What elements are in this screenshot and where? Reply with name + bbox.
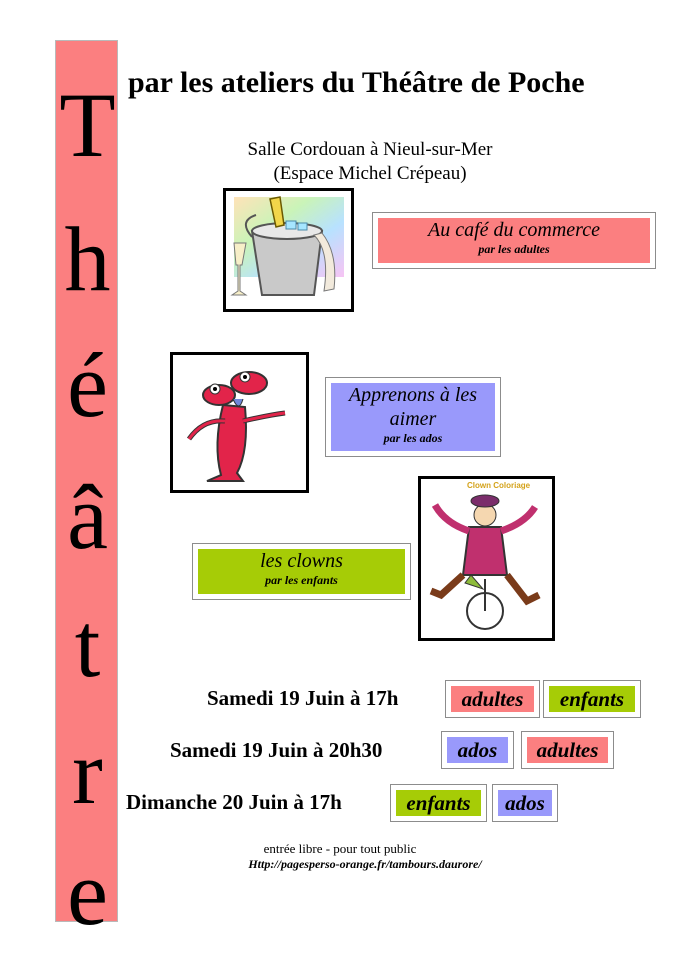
play-title-line2: aimer bbox=[389, 408, 437, 430]
vertical-title-banner bbox=[55, 40, 118, 944]
banner-letter: h bbox=[64, 208, 111, 310]
play-title: Au café du commerce bbox=[428, 219, 600, 241]
clown-illustration bbox=[418, 476, 555, 641]
banner-letter: â bbox=[67, 466, 108, 568]
banner-letter: é bbox=[67, 334, 108, 436]
play-box-fill bbox=[378, 218, 650, 263]
group-tag-enfants bbox=[390, 784, 487, 822]
banner-letter: r bbox=[72, 721, 103, 823]
group-tag-adultes bbox=[521, 731, 614, 769]
group-tag-label: adultes bbox=[527, 737, 608, 763]
venue-subname: (Espace Michel Crépeau) bbox=[273, 163, 467, 184]
play-box-cafe bbox=[372, 212, 656, 269]
clown-caption: Clown Coloriage bbox=[467, 481, 531, 490]
group-tag-ados bbox=[441, 731, 514, 769]
group-tag-enfants bbox=[543, 680, 641, 718]
group-tag-label: enfants bbox=[396, 790, 481, 816]
banner-letter: e bbox=[67, 842, 108, 944]
group-tag-label: enfants bbox=[549, 686, 635, 712]
venue-name: Salle Cordouan à Nieul-sur-Mer bbox=[247, 139, 493, 160]
play-performers: par les enfants bbox=[265, 573, 338, 587]
entry-info: entrée libre - pour tout public bbox=[263, 841, 417, 856]
play-performers: par les ados bbox=[383, 431, 443, 445]
champagne-bucket-illustration bbox=[223, 188, 354, 312]
website-link[interactable]: Http://pagesperso-orange.fr/tambours.daurore/ bbox=[248, 857, 482, 871]
play-box-fill bbox=[331, 383, 495, 451]
two-headed-creature-icon bbox=[173, 355, 306, 490]
clown-unicycle-icon bbox=[421, 479, 552, 638]
schedule-date: Dimanche 20 Juin à 17h bbox=[126, 790, 342, 814]
schedule-date: Samedi 19 Juin à 20h30 bbox=[170, 738, 383, 762]
group-tag-label: ados bbox=[498, 790, 552, 816]
play-title-line1: Apprenons à les bbox=[348, 384, 478, 406]
red-creature-illustration bbox=[170, 352, 309, 493]
schedule-date: Samedi 19 Juin à 17h bbox=[207, 686, 399, 710]
play-title: les clowns bbox=[260, 550, 343, 572]
play-box-fill bbox=[198, 549, 405, 594]
banner-letter: t bbox=[74, 594, 101, 696]
play-performers: par les adultes bbox=[478, 242, 550, 256]
group-tag-label: ados bbox=[447, 737, 508, 763]
champagne-bucket-icon bbox=[226, 191, 351, 309]
page-title: par les ateliers du Théâtre de Poche bbox=[128, 66, 585, 99]
banner-letter: T bbox=[59, 74, 116, 176]
play-box-apprenons bbox=[325, 377, 501, 457]
venue-info bbox=[200, 138, 540, 186]
group-tag-label: adultes bbox=[451, 686, 534, 712]
play-box-clowns bbox=[192, 543, 411, 600]
group-tag-adultes bbox=[445, 680, 540, 718]
group-tag-ados bbox=[492, 784, 558, 822]
